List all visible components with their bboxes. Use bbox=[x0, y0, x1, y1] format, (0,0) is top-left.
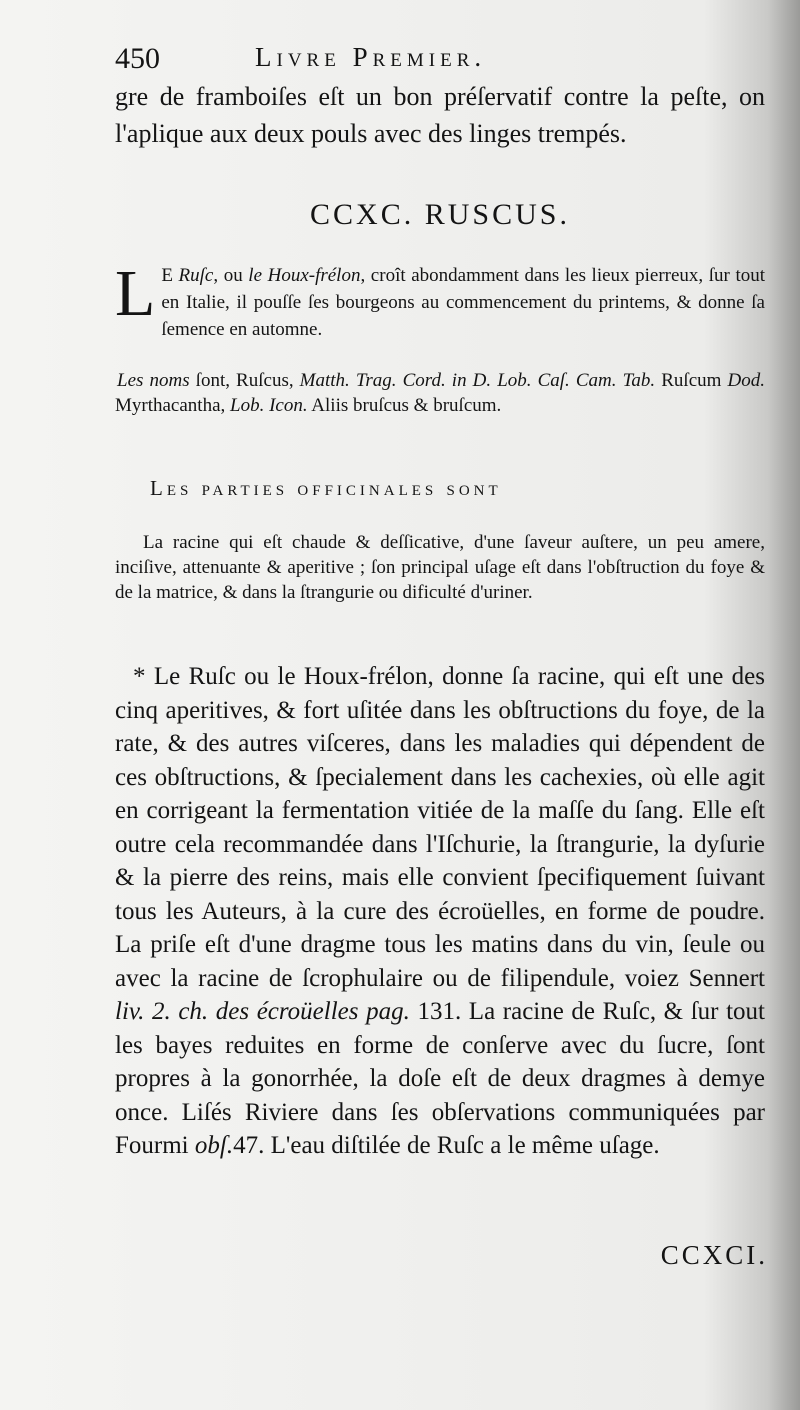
commentary-text-b: 131. La racine de Ruſc, & ſur tout les bayes reduites en forme de conſerve avec du ſucre, ſont propres à la gonorrhée, la doſe eſt de deux dragmes à demye once. Liſés Riviere dans ſes obſervations communiquées par Fourmi bbox=[115, 998, 765, 1159]
names-text-b: Ruſcum bbox=[655, 370, 728, 391]
commentary-text-a: * Le Ruſc ou le Houx-frélon, donne ſa racine, qui eſt une des cinq aperitives, & fort uſitée dans les obſtructions du foye, de la rate, & des autres viſceres, dans les maladies qui dépendent de ces obſtructions, & ſpecialement dans les cachexies, où elle agit en corrigeant la fermentation vitiée de la maſſe du ſang. Elle eſt outre cela recommandée dans l'Iſchurie, la ſtrangurie, la dyſurie & la pierre des reins, mais elle convient ſpecifiquement ſuivant tous les Auteurs, à la cure des écroüelles, en forme de poudre. La priſe eſt d'une dragme tous les matins dans du vin, ſeule ou avec la racine de ſcrophulaire ou de filipendule, voiez Sennert bbox=[115, 663, 765, 992]
intro-paragraph: gre de framboiſes eſt un bon préſervatif contre la peſte, on l'aplique aux deux pouls avec des linges trempés. bbox=[115, 82, 765, 148]
commentary-text-c: 47. L'eau diſtilée de Ruſc a le même uſage. bbox=[233, 1132, 660, 1159]
description-text-a: E bbox=[161, 265, 179, 286]
sennert-reference: liv. 2. ch. des écroüelles pag. bbox=[115, 998, 410, 1025]
names-text-d: Aliis bruſcus & bruſcum. bbox=[307, 395, 502, 416]
names-ref-1: Matth. Trag. Cord. in D. Lob. Caſ. Cam. Tab. bbox=[299, 370, 656, 391]
plant-name-houx: le Houx-frélon bbox=[248, 265, 361, 286]
names-text-a: ſont, Ruſcus, bbox=[189, 370, 300, 391]
description-paragraph bbox=[115, 257, 766, 343]
drop-cap: L bbox=[115, 257, 156, 330]
description-text-b: , ou bbox=[213, 265, 249, 286]
commentary-paragraph bbox=[115, 660, 765, 1163]
names-ref-2: Dod. bbox=[727, 370, 765, 391]
chapter-title: CCXC. RUSCUS. bbox=[310, 198, 570, 231]
catchword: CCXCI. bbox=[660, 1240, 768, 1270]
section-heading: Les parties officinales sont bbox=[150, 476, 502, 500]
running-title: Livre Premier. bbox=[255, 42, 487, 72]
officinal-paragraph: La racine qui eſt chaude & deſſicative, d'une ſaveur auſtere, un peu amere, inciſive, attenuante & aperitive ; ſon principal uſage eſt dans l'obſtruction du foye & de la matrice, & dans la ſtrangurie ou dificulté d'uriner. bbox=[115, 532, 765, 603]
page-number: 450 bbox=[115, 42, 160, 75]
observation-reference: obſ. bbox=[194, 1132, 234, 1159]
names-text-c: Myrthacantha, bbox=[115, 395, 231, 416]
plant-name-rusc: Ruſc bbox=[178, 265, 214, 286]
names-label: Les noms bbox=[117, 370, 190, 391]
names-paragraph bbox=[115, 368, 765, 418]
description-text-c: , croît abondamment dans les lieux pierreux, ſur tout en Italie, il pouſſe ſes bourgeons au commencement du printems, & donne ſa ſemence en automne. bbox=[161, 265, 766, 340]
names-ref-3: Lob. Icon. bbox=[230, 395, 308, 416]
